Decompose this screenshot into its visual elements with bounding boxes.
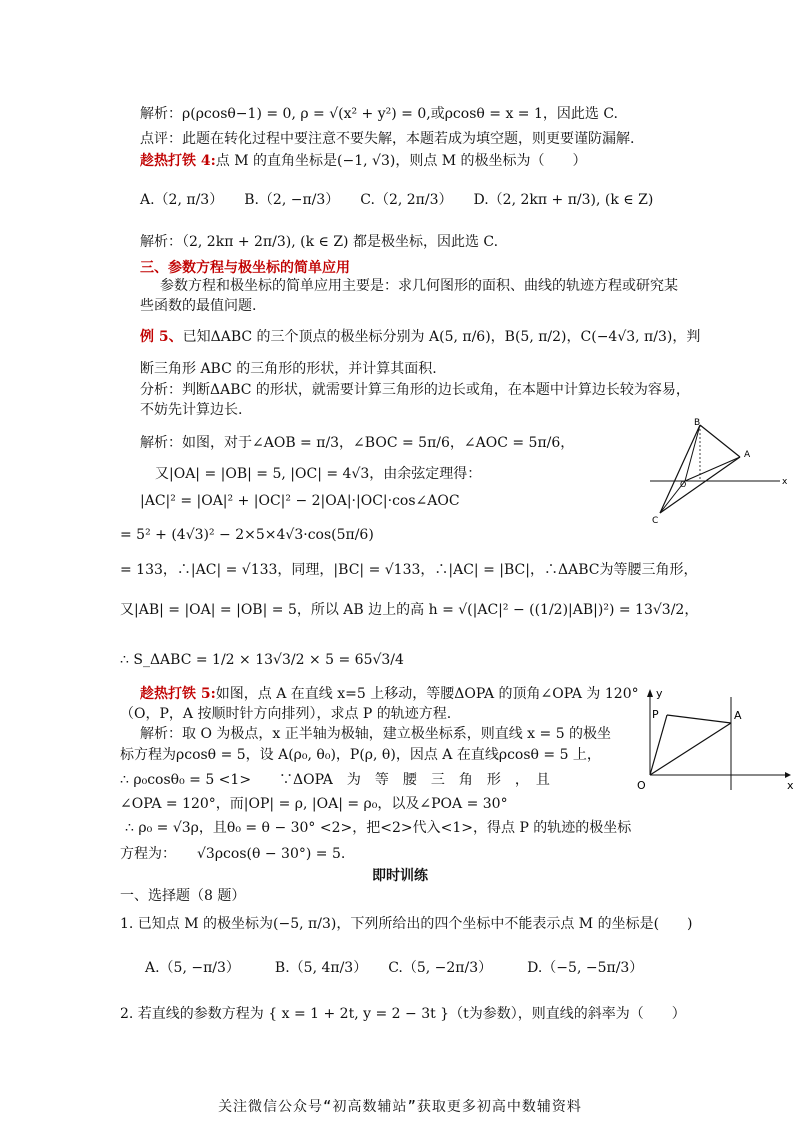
line-text: 点评：此题在转化过程中要注意不要失解，本题若成为填空题，则更要谨防漏解. xyxy=(140,131,635,147)
label-C: C xyxy=(652,516,659,526)
line-text: A.（5, −π/3） B.（5, 4π/3） C.（5, −2π/3） D.（−5, −5π/3） xyxy=(145,960,644,976)
line-text: 三、参数方程与极坐标的简单应用 xyxy=(140,260,350,276)
label-O: O xyxy=(680,480,687,489)
line-text: 2. 若直线的参数方程为 { x = 1 + 2t, y = 2 − 3t }（t为参数），则直线的斜率为（ ） xyxy=(120,1006,686,1022)
label-B: B xyxy=(694,418,701,428)
text-line xyxy=(160,276,678,296)
line-text: ∴ S_ΔABC = 1/2 × 13√3/2 × 5 = 65√3/4 xyxy=(120,652,404,668)
text-line xyxy=(140,724,611,744)
text-line xyxy=(140,433,574,453)
text-line xyxy=(120,770,550,790)
text-line xyxy=(140,296,256,316)
line-text: 即时训练 xyxy=(372,868,428,884)
text-line xyxy=(120,600,698,620)
line-text: 标方程为ρcosθ = 5，设 A(ρ₀, θ₀)，P(ρ, θ)，因点 A 在直线ρcosθ = 5 上， xyxy=(120,747,601,763)
text-line xyxy=(140,129,634,149)
text-line xyxy=(140,327,700,347)
line-text: 解析：ρ(ρcosθ−1) = 0, ρ = √(x² + y²) = 0,或ρcosθ = x = 1，因此选 C. xyxy=(140,106,618,122)
line-text: （O，P，A 按顺时针方向排列），求点 P 的轨迹方程. xyxy=(120,706,452,722)
line-text: = 133，∴|AC| = √133，同理，|BC| = √133，∴|AC| = |BC|，∴ΔABC为等腰三角形， xyxy=(120,562,698,578)
text-line xyxy=(140,258,350,278)
label-P: P xyxy=(652,708,659,721)
triangle-figure xyxy=(640,415,790,555)
text-line xyxy=(120,844,345,864)
opa-figure xyxy=(635,685,800,805)
text-line xyxy=(140,400,242,420)
line-text: 解析：（2, 2kπ + 2π/3), (k ∈ Z) 都是极坐标，因此选 C. xyxy=(140,234,499,250)
line-text: 又|AB| = |OA| = |OB| = 5，所以 AB 边上的高 h = √(|AC|² − ((1/2)|AB|)²) = 13√3/2， xyxy=(120,602,699,618)
label-x: x xyxy=(787,779,794,792)
text-line xyxy=(120,704,451,724)
line-text: 一、选择题（8 题） xyxy=(120,888,246,904)
line-text: A.（2, π/3） B.（2, −π/3） C.（2, 2π/3） D.（2, 2kπ + π/3), (k ∈ Z) xyxy=(140,192,654,208)
text-line xyxy=(120,650,404,670)
line-text: 参数方程和极坐标的简单应用主要是：求几何图形的面积、曲线的轨迹方程或研究某 xyxy=(160,278,678,294)
line-text: 些函数的最值问题. xyxy=(140,298,257,314)
text-line xyxy=(125,818,631,838)
line-text: 方程为： √3ρcos(θ − 30°) = 5. xyxy=(120,846,346,862)
text-line xyxy=(140,684,639,704)
exercise-label: 例 5、 xyxy=(140,329,183,345)
line-text: ∴ ρ₀ = √3ρ，且θ₀ = θ − 30° <2>，把<2>代入<1>，得点 P 的轨迹的极坐标 xyxy=(125,820,632,836)
label-O: O xyxy=(637,779,646,792)
line-text: ∴ ρ₀cosθ₀ = 5 <1> ∵ΔOPA 为 等 腰 三 角 形 ， 且 xyxy=(120,772,550,788)
line-text: 解析：取 O 为极点，x 正半轴为极轴，建立极坐标系，则直线 x = 5 的极坐 xyxy=(140,726,612,742)
line-text: ∠OPA = 120°，而|OP| = ρ, |OA| = ρ₀，以及∠POA = 30° xyxy=(120,796,508,812)
line-text: 分析：判断ΔABC 的形状，就需要计算三角形的边长或角，在本题中计算边长较为容易， xyxy=(140,382,690,398)
text-line xyxy=(140,151,587,171)
label-A: A xyxy=(734,709,742,722)
line-text: = 5² + (4√3)² − 2×5×4√3·cos(5π/6) xyxy=(120,527,374,543)
text-line xyxy=(120,886,245,906)
line-text: 如图，点 A 在直线 x=5 上移动，等腰ΔOPA 的顶角∠OPA 为 120° xyxy=(215,686,639,702)
label-A: A xyxy=(744,450,751,460)
text-line xyxy=(140,232,498,252)
line-text: 解析：如图，对于∠AOB = π/3，∠BOC = 5π/6，∠AOC = 5π/6， xyxy=(140,435,575,451)
text-line xyxy=(140,359,437,379)
line-text: 1. 已知点 M 的极坐标为(−5, π/3)，下列所给出的四个坐标中不能表示点 M 的坐标是( ) xyxy=(120,916,693,932)
line-text: 又|OA| = |OB| = 5, |OC| = 4√3，由余弦定理得： xyxy=(155,466,482,482)
text-line xyxy=(120,794,508,814)
text-line xyxy=(120,1004,686,1024)
text-line xyxy=(155,464,481,484)
text-line xyxy=(145,958,643,978)
text-line xyxy=(120,745,601,765)
text-line xyxy=(140,491,460,511)
text-line xyxy=(120,560,697,580)
text-line xyxy=(140,380,690,400)
line-text: 不妨先计算边长. xyxy=(140,402,243,418)
exercise-label: 趁热打铁 5: xyxy=(140,686,216,702)
label-x: x xyxy=(782,477,788,487)
text-line xyxy=(120,525,374,545)
line-text: 断三角形 ABC 的三角形的形状，并计算其面积. xyxy=(140,361,437,377)
line-text: 已知ΔABC 的三个顶点的极坐标分别为 A(5, π/6)，B(5, π/2)，C(−4√3, π/3)，判 xyxy=(182,329,701,345)
label-y: y xyxy=(656,687,663,700)
exercise-label: 趁热打铁 4: xyxy=(140,153,216,169)
line-text: 点 M 的直角坐标是(−1, √3)，则点 M 的极坐标为（ ） xyxy=(215,153,587,169)
text-line xyxy=(120,914,693,934)
page-footer: 关注微信公众号“初高数辅站”获取更多初高中数辅资料 xyxy=(218,1099,582,1115)
text-line xyxy=(0,866,800,886)
text-line xyxy=(140,104,618,124)
line-text: |AC|² = |OA|² + |OC|² − 2|OA|·|OC|·cos∠AOC xyxy=(140,493,460,509)
text-line xyxy=(140,190,653,210)
